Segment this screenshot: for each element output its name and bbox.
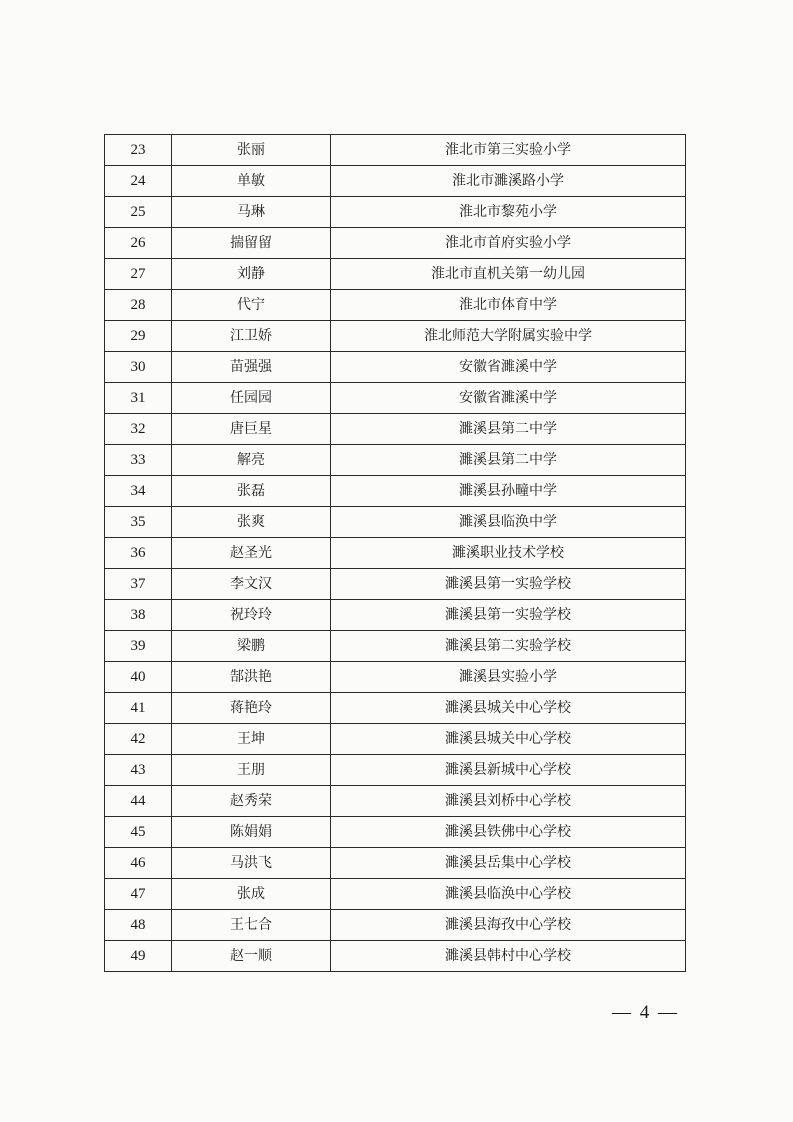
person-name: 苗强强 xyxy=(172,352,331,383)
school-name: 安徽省濉溪中学 xyxy=(331,383,686,414)
table-row xyxy=(105,321,686,352)
row-number: 24 xyxy=(105,166,172,197)
table-row xyxy=(105,414,686,445)
table-row xyxy=(105,445,686,476)
roster-table-body xyxy=(105,135,686,972)
table-row xyxy=(105,662,686,693)
school-name: 濉溪职业技术学校 xyxy=(331,538,686,569)
row-number: 47 xyxy=(105,879,172,910)
school-name: 濉溪县临涣中心学校 xyxy=(331,879,686,910)
table-row xyxy=(105,507,686,538)
person-name: 赵一顺 xyxy=(172,941,331,972)
person-name: 赵秀荣 xyxy=(172,786,331,817)
person-name: 陈娟娟 xyxy=(172,817,331,848)
table-row xyxy=(105,693,686,724)
table-row xyxy=(105,631,686,662)
person-name: 郜洪艳 xyxy=(172,662,331,693)
row-number: 26 xyxy=(105,228,172,259)
table-row xyxy=(105,135,686,166)
table-row xyxy=(105,352,686,383)
school-name: 濉溪县新城中心学校 xyxy=(331,755,686,786)
school-name: 淮北市濉溪路小学 xyxy=(331,166,686,197)
row-number: 30 xyxy=(105,352,172,383)
row-number: 46 xyxy=(105,848,172,879)
row-number: 36 xyxy=(105,538,172,569)
table-row xyxy=(105,476,686,507)
school-name: 濉溪县铁佛中心学校 xyxy=(331,817,686,848)
school-name: 濉溪县第二实验学校 xyxy=(331,631,686,662)
school-name: 淮北市体育中学 xyxy=(331,290,686,321)
table-row xyxy=(105,290,686,321)
school-name: 濉溪县第二中学 xyxy=(331,445,686,476)
school-name: 濉溪县第一实验学校 xyxy=(331,569,686,600)
row-number: 45 xyxy=(105,817,172,848)
row-number: 23 xyxy=(105,135,172,166)
person-name: 马洪飞 xyxy=(172,848,331,879)
school-name: 安徽省濉溪中学 xyxy=(331,352,686,383)
table-row xyxy=(105,879,686,910)
row-number: 29 xyxy=(105,321,172,352)
person-name: 代宁 xyxy=(172,290,331,321)
page-number: — 4 — xyxy=(612,1002,679,1023)
row-number: 27 xyxy=(105,259,172,290)
row-number: 32 xyxy=(105,414,172,445)
school-name: 濉溪县第二中学 xyxy=(331,414,686,445)
school-name: 濉溪县岳集中心学校 xyxy=(331,848,686,879)
row-number: 48 xyxy=(105,910,172,941)
school-name: 淮北市第三实验小学 xyxy=(331,135,686,166)
table-row xyxy=(105,755,686,786)
school-name: 濉溪县实验小学 xyxy=(331,662,686,693)
school-name: 濉溪县韩村中心学校 xyxy=(331,941,686,972)
person-name: 刘静 xyxy=(172,259,331,290)
table-row xyxy=(105,910,686,941)
row-number: 28 xyxy=(105,290,172,321)
person-name: 单敏 xyxy=(172,166,331,197)
person-name: 李文汉 xyxy=(172,569,331,600)
person-name: 赵圣光 xyxy=(172,538,331,569)
row-number: 33 xyxy=(105,445,172,476)
table-row xyxy=(105,569,686,600)
table-row xyxy=(105,197,686,228)
table-row xyxy=(105,724,686,755)
person-name: 张成 xyxy=(172,879,331,910)
table-row xyxy=(105,228,686,259)
school-name: 濉溪县临涣中学 xyxy=(331,507,686,538)
school-name: 濉溪县城关中心学校 xyxy=(331,693,686,724)
table-row xyxy=(105,848,686,879)
table-row xyxy=(105,600,686,631)
school-name: 淮北市黎苑小学 xyxy=(331,197,686,228)
person-name: 揣留留 xyxy=(172,228,331,259)
school-name: 淮北市首府实验小学 xyxy=(331,228,686,259)
person-name: 唐巨星 xyxy=(172,414,331,445)
row-number: 35 xyxy=(105,507,172,538)
school-name: 濉溪县第一实验学校 xyxy=(331,600,686,631)
table-row xyxy=(105,259,686,290)
school-name: 濉溪县海孜中心学校 xyxy=(331,910,686,941)
person-name: 王七合 xyxy=(172,910,331,941)
row-number: 38 xyxy=(105,600,172,631)
roster-table xyxy=(104,134,686,972)
person-name: 江卫娇 xyxy=(172,321,331,352)
person-name: 张爽 xyxy=(172,507,331,538)
table-row xyxy=(105,383,686,414)
person-name: 张磊 xyxy=(172,476,331,507)
person-name: 张丽 xyxy=(172,135,331,166)
person-name: 祝玲玲 xyxy=(172,600,331,631)
person-name: 解亮 xyxy=(172,445,331,476)
table-row xyxy=(105,786,686,817)
table-row xyxy=(105,941,686,972)
person-name: 王坤 xyxy=(172,724,331,755)
row-number: 31 xyxy=(105,383,172,414)
school-name: 濉溪县孙疃中学 xyxy=(331,476,686,507)
table-row xyxy=(105,166,686,197)
row-number: 37 xyxy=(105,569,172,600)
row-number: 42 xyxy=(105,724,172,755)
person-name: 任园园 xyxy=(172,383,331,414)
school-name: 淮北师范大学附属实验中学 xyxy=(331,321,686,352)
row-number: 25 xyxy=(105,197,172,228)
row-number: 39 xyxy=(105,631,172,662)
row-number: 40 xyxy=(105,662,172,693)
person-name: 梁鹏 xyxy=(172,631,331,662)
row-number: 44 xyxy=(105,786,172,817)
table-row xyxy=(105,538,686,569)
row-number: 43 xyxy=(105,755,172,786)
school-name: 濉溪县刘桥中心学校 xyxy=(331,786,686,817)
row-number: 34 xyxy=(105,476,172,507)
person-name: 蒋艳玲 xyxy=(172,693,331,724)
school-name: 淮北市直机关第一幼儿园 xyxy=(331,259,686,290)
table-row xyxy=(105,817,686,848)
person-name: 王朋 xyxy=(172,755,331,786)
school-name: 濉溪县城关中心学校 xyxy=(331,724,686,755)
row-number: 41 xyxy=(105,693,172,724)
person-name: 马琳 xyxy=(172,197,331,228)
row-number: 49 xyxy=(105,941,172,972)
